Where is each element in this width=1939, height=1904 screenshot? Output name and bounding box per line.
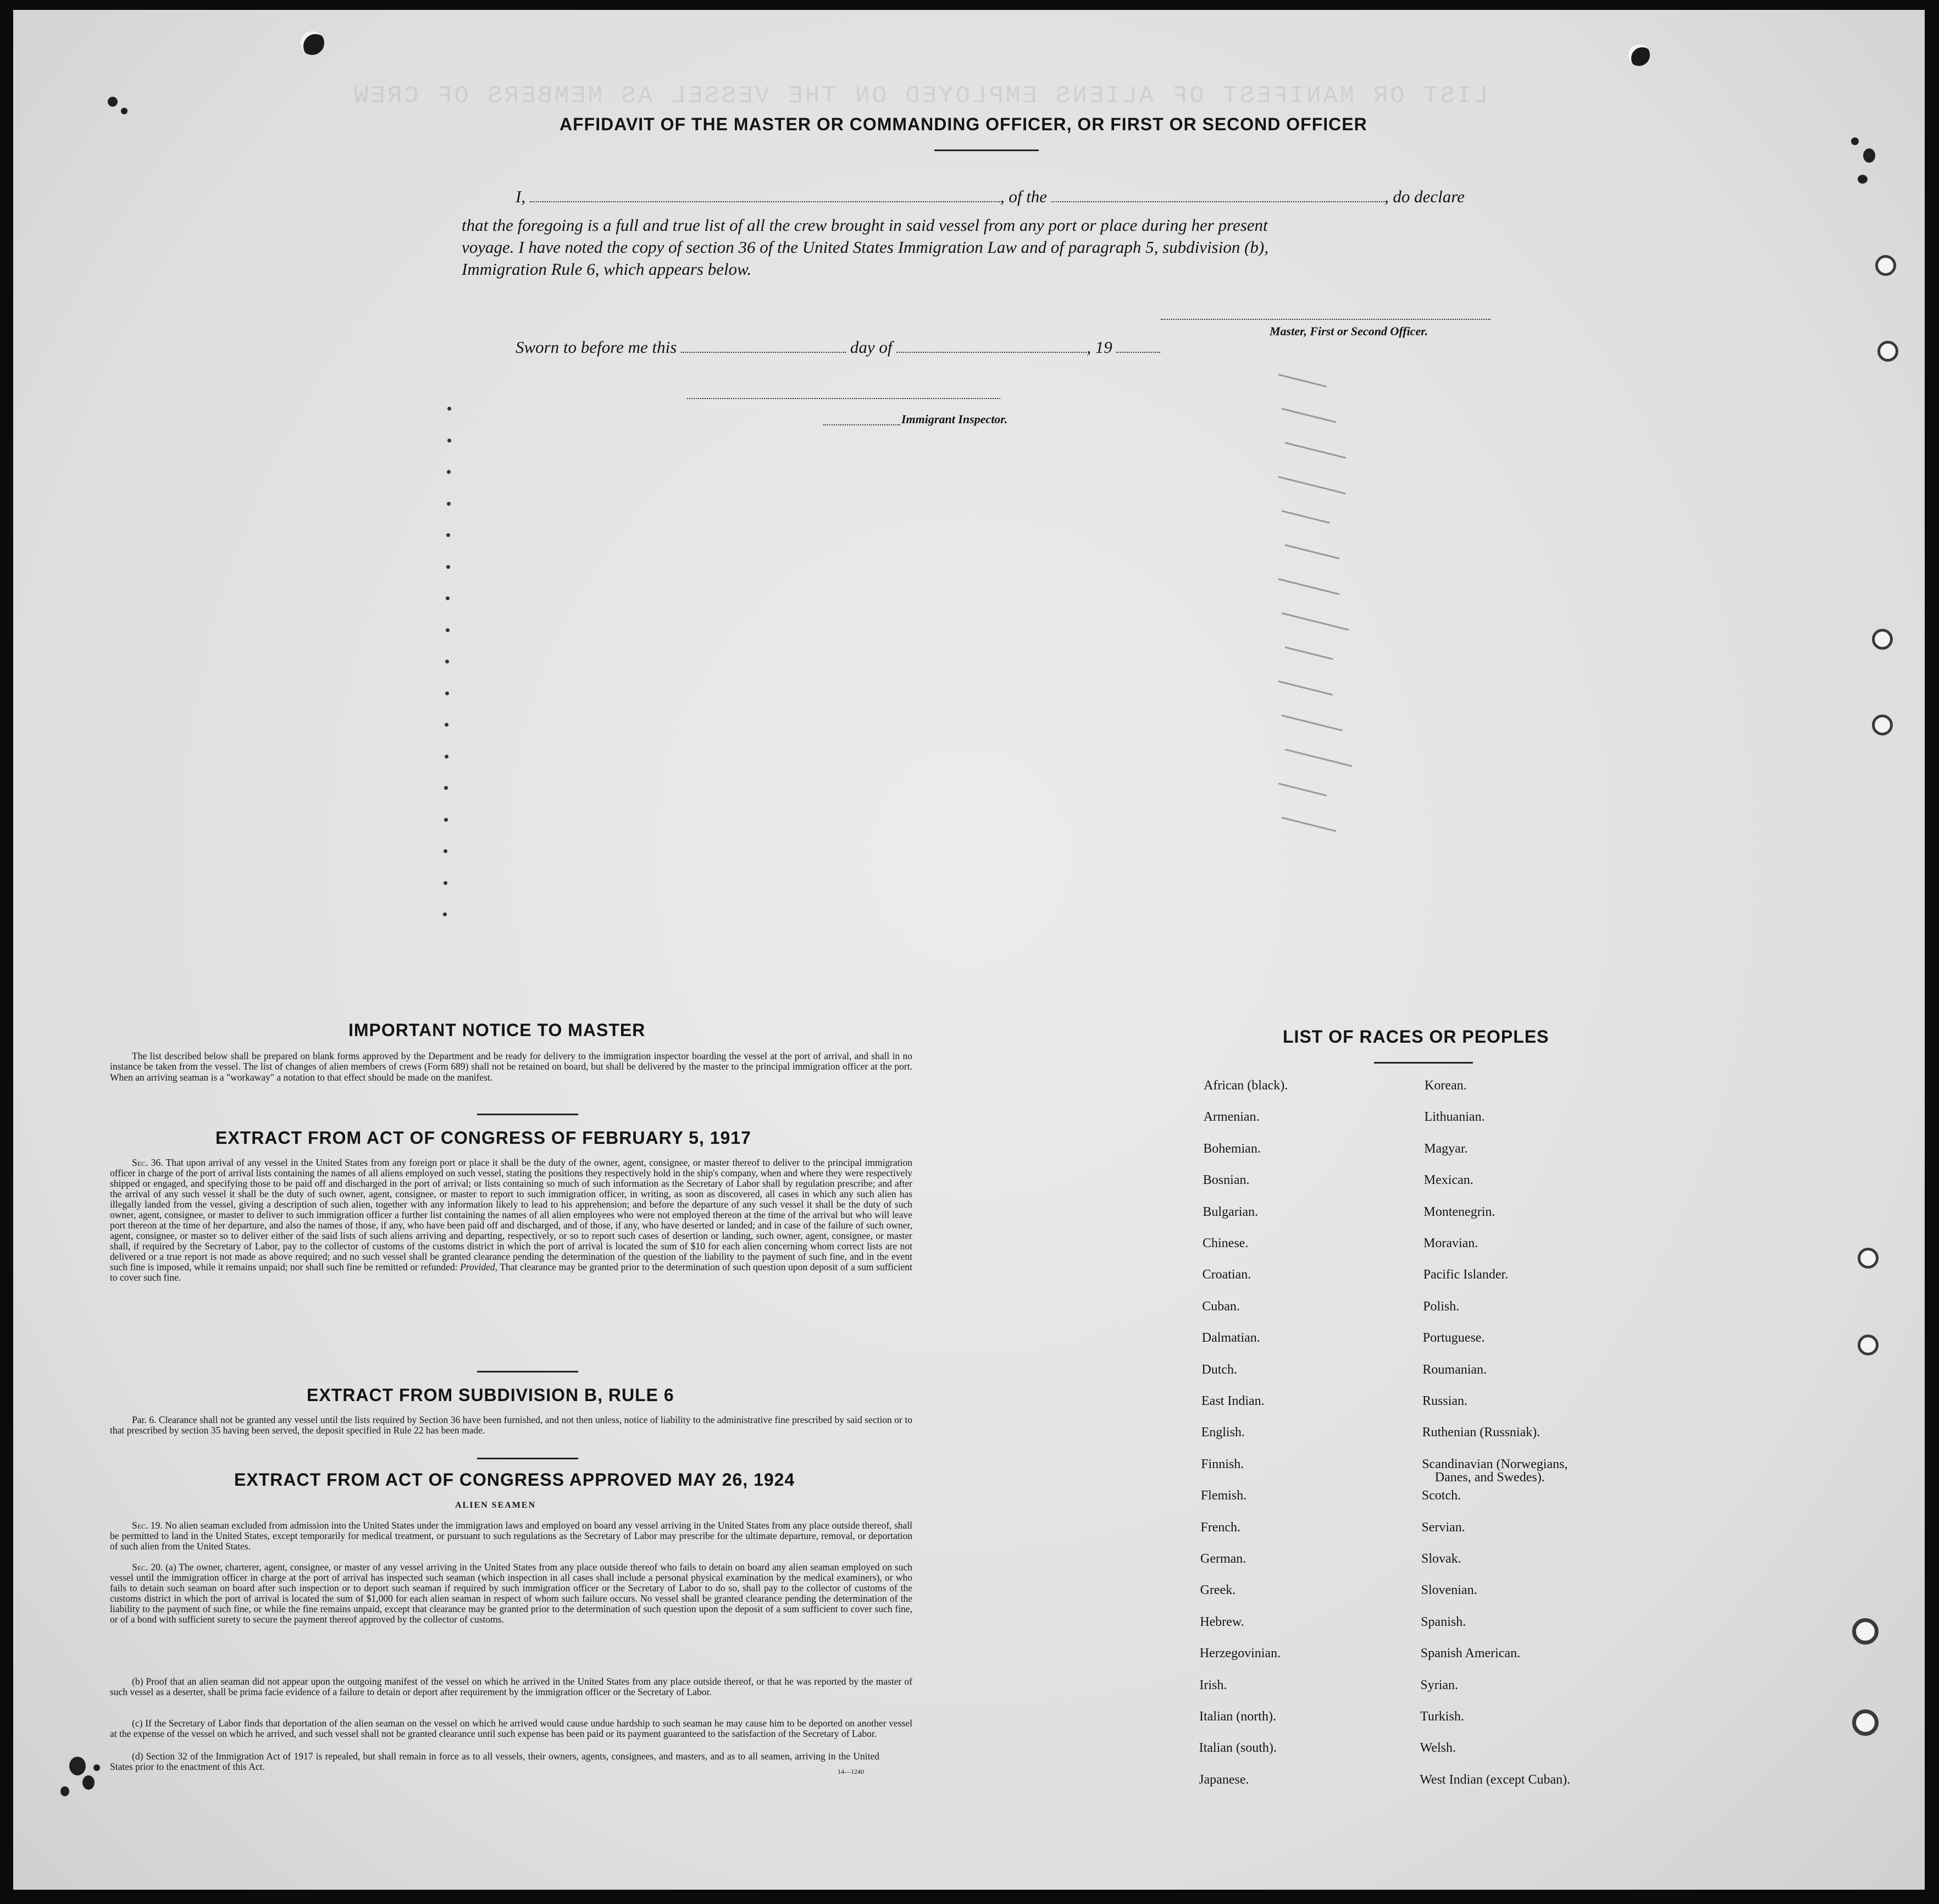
binder-ring — [1877, 341, 1898, 362]
reverse-dot — [444, 818, 448, 822]
race-item: Scotch. — [1421, 1488, 1461, 1503]
race-item: Finnish. — [1201, 1457, 1244, 1471]
race-item: Spanish. — [1421, 1614, 1466, 1629]
race-item: Montenegrin. — [1423, 1204, 1495, 1219]
reverse-dot — [446, 628, 450, 632]
reverse-dot — [447, 439, 451, 442]
reverse-stroke — [1278, 680, 1333, 696]
affidavit-title: AFFIDAVIT OF THE MASTER OR COMMANDING OFFICER, OR FIRST OR SECOND OFFICER — [559, 114, 1367, 134]
reverse-dot — [447, 470, 451, 474]
reverse-dot — [446, 565, 450, 569]
sec-20a-body: (a) The owner, charterer, agent, consignee, or master of any vessel arriving in the United States from any place outside thereof who fails to detain on board any alien seaman employed on such vessel until the immigration officer in charge at the port of arrival has inspected such seaman (which inspection in all cases shall include a personal physical examination by the medical examiners), or who fails to detain such seaman on board after such inspection or to deport such seaman if required by such immigration officer or the Secretary of Labor to do so, shall pay to the collector of customs of the customs district in which the port of arrival is located the sum of $1,000 for each alien seaman in respect of whom such failure occurs. No vessel shall be granted clearance pending the determination of the liability to the payment of such fine, or while the fine remains unpaid, except that clearance may be granted prior to the determination of such question upon the deposit of a sum sufficient to cover such fine, or of a bond with sufficient surety to secure the payment thereof approved by the collector of customs. — [110, 1562, 912, 1625]
reverse-dot — [447, 502, 451, 506]
race-item: Italian (south). — [1199, 1741, 1277, 1756]
race-item: Servian. — [1421, 1520, 1465, 1535]
ink-blot — [121, 108, 128, 114]
sec-20b-text: (b) Proof that an alien seaman did not appear upon the outgoing manifest of the vessel on which he arrived in the United States from any place outside thereof, or that he was reported by the master of such vessel as a deserter, shall be prima facie evidence of a failure to detain or deport after requirement by the immigration officer or the Secretary of Labor. — [110, 1676, 912, 1697]
race-item: Dutch. — [1201, 1362, 1238, 1377]
binder-ring — [1858, 1248, 1879, 1269]
race-item: Danes, and Swedes). — [1434, 1470, 1545, 1485]
rule6-rule — [477, 1458, 578, 1459]
reverse-dot — [443, 912, 447, 916]
reverse-dot — [445, 755, 448, 759]
name-blank[interactable] — [530, 201, 1000, 202]
inspector-signature-line[interactable] — [687, 398, 1000, 399]
race-item: Irish. — [1199, 1678, 1227, 1692]
reverse-stroke — [1278, 783, 1327, 796]
scan-border-right — [1925, 0, 1939, 1904]
reverse-stroke — [1278, 374, 1327, 388]
sworn-line — [516, 337, 1160, 357]
race-item: Bulgarian. — [1203, 1204, 1259, 1219]
ink-blot — [82, 1775, 95, 1790]
affidavit-title-rule — [934, 150, 1039, 151]
race-item: Russian. — [1422, 1394, 1468, 1408]
reverse-stroke — [1278, 476, 1346, 494]
notice-title: IMPORTANT NOTICE TO MASTER — [348, 1020, 646, 1040]
notice-text: The list described below shall be prepared on blank forms approved by the Department and be ready for delivery to the immigration inspector boarding the vessel at the port of arrival, and shall in no instance be taken from the vessel. The list of changes of alien members of crews (Form 689) shall not be retained on board, but shall be delivered by the master to the principal immigration officer at the port. When an arriving seaman is a "workaway" a notation to that effect should be made on the manifest. — [110, 1050, 912, 1083]
race-item: Armenian. — [1203, 1110, 1260, 1125]
sworn-month-blank[interactable] — [896, 351, 1087, 353]
race-item: Herzegovinian. — [1199, 1646, 1281, 1661]
sworn-year-blank[interactable] — [1116, 351, 1160, 353]
reverse-stroke — [1282, 715, 1343, 731]
ink-blot — [1851, 137, 1859, 145]
sec-36-label: Sec. 36. — [132, 1157, 163, 1168]
reverse-stroke — [1282, 612, 1349, 630]
master-caption: Master, First or Second Officer. — [1270, 324, 1428, 338]
sec-19-label: Sec. 19. — [132, 1520, 163, 1531]
race-item: Slovak. — [1421, 1552, 1461, 1566]
affidavit-line-4: Immigration Rule 6, which appears below. — [462, 259, 752, 279]
race-item: Pacific Islander. — [1423, 1268, 1509, 1282]
reverse-dot — [445, 660, 449, 663]
race-item: Moravian. — [1423, 1236, 1478, 1250]
race-item: Magyar. — [1424, 1141, 1468, 1156]
binder-ring — [1852, 1709, 1879, 1736]
vessel-blank[interactable] — [1051, 201, 1384, 202]
reverse-dot — [446, 533, 450, 537]
reverse-dot — [444, 786, 448, 790]
provided-label: Provided, — [460, 1261, 497, 1272]
sec-20a-text — [110, 1562, 912, 1625]
reverse-stroke — [1285, 646, 1333, 660]
sworn-day-blank[interactable] — [681, 351, 846, 353]
notice-rule — [477, 1114, 578, 1115]
sec-20-label: Sec. 20. — [132, 1562, 163, 1573]
inspector-caption: Immigrant Inspector. — [901, 412, 1008, 426]
extract-1917-text — [110, 1158, 912, 1283]
race-item: Croatian. — [1202, 1268, 1251, 1282]
race-item: Syrian. — [1420, 1678, 1459, 1692]
ink-blot — [1863, 148, 1875, 163]
rule6-title: EXTRACT FROM SUBDIVISION B, RULE 6 — [307, 1385, 674, 1405]
race-item: Italian (north). — [1199, 1709, 1276, 1724]
binder-ring — [1875, 255, 1896, 276]
affidavit-line-3: voyage. I have noted the copy of section 36 of the United States Immigration Law and of paragraph 5, subdivision (b), — [462, 237, 1268, 257]
race-item: French. — [1200, 1520, 1241, 1535]
reverse-stroke — [1285, 544, 1340, 560]
race-item: Slovenian. — [1421, 1583, 1477, 1598]
rule6-text: Par. 6. Clearance shall not be granted any vessel until the lists required by Section 36 have been furnished, and not then unless, notice of liability to the administrative fine prescribed by said section or to that prescribed by section 35 having been served, the deposit specified in Rule 22 has been made. — [110, 1414, 912, 1436]
scan-border-left — [0, 0, 13, 1904]
reverse-stroke — [1282, 510, 1330, 524]
race-item: Welsh. — [1420, 1741, 1456, 1756]
race-item: Bohemian. — [1203, 1141, 1261, 1156]
race-item: Polish. — [1423, 1299, 1460, 1314]
race-item: Turkish. — [1420, 1709, 1464, 1724]
reverse-dot — [444, 849, 447, 853]
punch-hole — [300, 31, 324, 55]
race-item: Spanish American. — [1420, 1646, 1521, 1661]
races-title-rule — [1374, 1062, 1473, 1064]
race-item: West Indian (except Cuban). — [1420, 1772, 1571, 1787]
extract-1924-title: EXTRACT FROM ACT OF CONGRESS APPROVED MAY 26, 1924 — [234, 1470, 795, 1490]
extract-1917-rule — [477, 1371, 578, 1372]
race-item: Japanese. — [1199, 1772, 1249, 1787]
race-item: Bosnian. — [1203, 1173, 1250, 1188]
reverse-dot — [446, 596, 450, 600]
reverse-dot — [447, 407, 451, 411]
master-signature-line[interactable] — [1161, 319, 1491, 320]
race-item: Mexican. — [1423, 1173, 1473, 1188]
form-number: 14—1240 — [838, 1768, 864, 1775]
race-item: Portuguese. — [1422, 1331, 1485, 1346]
sec-20c-text: (c) If the Secretary of Labor finds that deportation of the alien seaman on the vessel on which he arrived would cause undue hardship to such seaman he may cause him to be deported on another vessel at the expense of the vessel on which he arrived, and such vessel shall not be granted clearance until such expense has been paid or its payment guaranteed to the satisfaction of the Secretary of Labor. — [110, 1718, 912, 1739]
race-item: Chinese. — [1203, 1236, 1249, 1250]
sworn-year: , 19 — [1087, 337, 1112, 357]
race-item: Ruthenian (Russniak). — [1422, 1425, 1541, 1440]
binder-ring — [1872, 715, 1893, 735]
binder-ring — [1858, 1335, 1879, 1355]
affidavit-of-the: , of the — [1000, 187, 1048, 206]
race-item: English. — [1201, 1425, 1245, 1440]
race-item: Roumanian. — [1422, 1362, 1487, 1377]
ink-blot — [108, 97, 118, 107]
race-item: Scandinavian (Norwegians, — [1422, 1457, 1568, 1471]
reverse-dot — [445, 723, 448, 727]
ink-blot — [69, 1757, 86, 1775]
reverse-stroke — [1285, 749, 1353, 767]
affidavit-do-declare: , do declare — [1384, 187, 1465, 206]
race-item: East Indian. — [1201, 1394, 1265, 1408]
sec-20d-text: (d) Section 32 of the Immigration Act of 1917 is repealed, but shall remain in force as to all vessels, their owners, agents, consignees, and masters, and as to all seamen, arriving in the United States prior to the enactment of this Act. — [110, 1751, 879, 1772]
alien-seamen-subtitle: ALIEN SEAMEN — [455, 1501, 536, 1510]
sec-36-body: That upon arrival of any vessel in the United States from any foreign port or place it shall be the duty of the owner, agent, consignee, or master thereof to deliver to the principal immigration officer in charge of the port of arrival lists containing the names of all aliens employed on such vessel, stating the positions they respectively hold in the ship's company, when and where they were respectively shipped or engaged, and specifying those to be paid off and discharged in the port of arrival; or lists containing so much of such information as the Secretary of Labor shall by regulation prescribe; and after the arrival of any such vessel it shall be the duty of such owner, agent, consignee, or master to report to such immigration officer, in writing, as soon as discovered, all cases in which any such alien has illegally landed from the vessel, giving a description of such alien, together with any information likely to lead to his apprehension; and before the departure of any such vessel it shall be the duty of such owner, agent, consignee, or master to deliver to such immigration officer a further list containing the names of all alien employees who were not employed thereon at the time of the arrival but who will leave port thereon at the time of her departure, and also the names of those, if any, who have been paid off and discharged, and of those, if any, who have deserted or landed; and in case of the failure of such owner, agent, consignee, or master so to deliver either of the said lists of such aliens arriving and departing, respectively, or so to report such cases of desertion or landing, such owner, agent, consignee, or master shall, if required by the Secretary of Labor, pay to the collector of customs of the customs district in which the port of arrival is located the sum of $10 for each alien concerning whom correct lists are not delivered or a true report is not made as above required; and no such vessel shall be granted clearance pending the determination of the question of the liability to the payment of such fine, and in the event such fine is imposed, while it remains unpaid; nor shall such fine be remitted or refunded: — [110, 1157, 912, 1272]
bleed-through-header: LIST OR MANIFEST OF ALIENS EMPLOYED ON THE VESSEL AS MEMBERS OF CREW — [352, 82, 1488, 110]
race-item: Dalmatian. — [1201, 1331, 1260, 1346]
binder-ring — [1872, 629, 1893, 650]
reverse-stroke — [1285, 442, 1346, 458]
sworn-day-of: day of — [850, 337, 893, 357]
affidavit-line-2: that the foregoing is a full and true list of all the crew brought in said vessel from any port or place during her present — [462, 215, 1268, 235]
reverse-stroke — [1278, 578, 1339, 595]
race-item: Flemish. — [1200, 1488, 1247, 1503]
extract-1917-title: EXTRACT FROM ACT OF CONGRESS OF FEBRUARY 5, 1917 — [215, 1128, 751, 1148]
reverse-stroke — [1282, 408, 1337, 423]
race-item: Greek. — [1200, 1583, 1236, 1598]
reverse-stroke — [1282, 817, 1337, 832]
race-item: Lithuanian. — [1424, 1110, 1485, 1125]
affidavit-i: I, — [516, 187, 526, 206]
sec-19-body: No alien seaman excluded from admission into the United States under the immigration laws and employed on board any vessel arriving in the United States from any place outside thereof, shall be permitted to land in the United States, except temporarily for medical treatment, or pursuant to such regulations as the Secretary of Labor may prescribe for the ultimate departure, removal, or deportation of such alien from the United States. — [110, 1520, 913, 1552]
reverse-dot — [444, 881, 447, 885]
ink-blot — [93, 1764, 100, 1771]
reverse-dot — [445, 691, 449, 695]
binder-ring — [1852, 1618, 1879, 1645]
sworn-prefix: Sworn to before me this — [516, 337, 677, 357]
scan-border-bottom — [0, 1890, 1939, 1904]
sec-19-text — [110, 1520, 912, 1552]
race-item: German. — [1200, 1552, 1246, 1566]
affidavit-line-1 — [516, 187, 1465, 207]
race-item: African (black). — [1204, 1078, 1288, 1093]
race-item: Cuban. — [1202, 1299, 1240, 1314]
race-item: Hebrew. — [1200, 1614, 1244, 1629]
provided-body: That clearance may be granted prior to the determination of such question upon deposit of a sum sufficient to cover such fine. — [110, 1261, 913, 1283]
races-title: LIST OF RACES OR PEOPLES — [1283, 1027, 1549, 1047]
race-item: Korean. — [1425, 1078, 1467, 1093]
punch-hole — [1628, 44, 1650, 66]
inspector-short-line — [823, 424, 900, 425]
ink-blot — [1858, 175, 1868, 184]
scan-border-top — [0, 0, 1939, 10]
ink-blot — [60, 1786, 69, 1796]
